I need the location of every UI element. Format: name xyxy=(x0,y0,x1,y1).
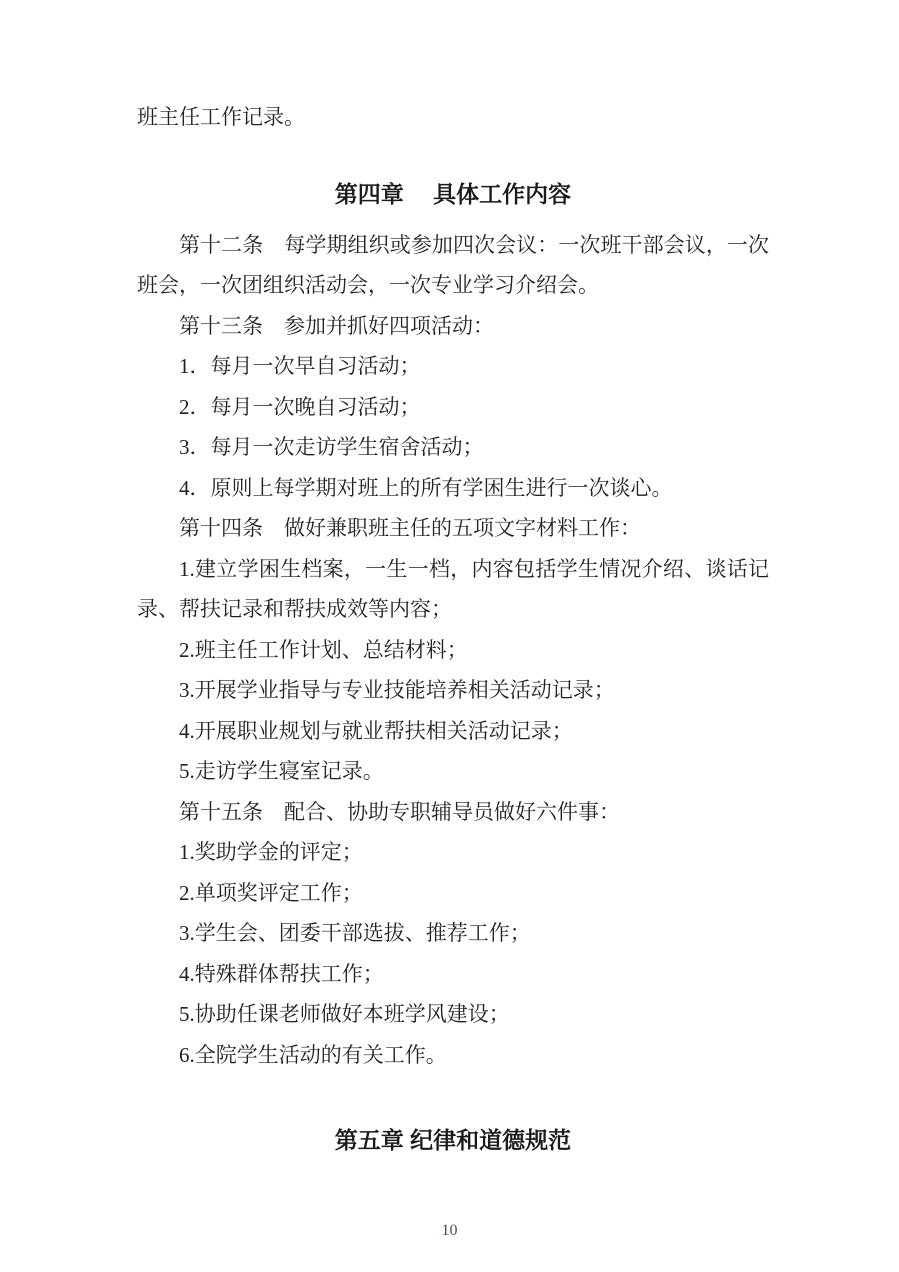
article-14-item-2: 2.班主任工作计划、总结材料； xyxy=(179,637,468,662)
article-15-item-3: 3.学生会、团委干部选拔、推荐工作； xyxy=(179,921,531,945)
article-15-paragraph: 第十五条 配合、协助专职辅导员做好六件事： xyxy=(179,799,620,824)
article-13-item-3: 3．每月一次走访学生宿舍活动； xyxy=(179,435,484,459)
article-14-item-5: 5.走访学生寝室记录。 xyxy=(179,759,384,783)
article-14-paragraph: 第十四条 做好兼职班主任的五项文字材料工作： xyxy=(179,516,641,540)
article-15-item-4: 4.特殊群体帮扶工作； xyxy=(179,961,384,986)
chapter-5-heading: 第五章 纪律和道德规范 xyxy=(334,1127,572,1153)
article-14-item-4: 4.开展职业规划与就业帮扶相关活动记录； xyxy=(179,718,573,743)
article-15-item-5: 5.协助任课老师做好本班学风建设； xyxy=(179,1002,510,1026)
page-number: 10 xyxy=(441,1222,458,1239)
chapter-4-heading: 第四章 具体工作内容 xyxy=(334,180,572,207)
article-15-item-1: 1.奖助学金的评定； xyxy=(179,840,363,864)
article-13-item-4: 4．原则上每学期对班上的所有学困生进行一次谈心。 xyxy=(179,475,673,500)
article-15-item-6: 6.全院学生活动的有关工作。 xyxy=(179,1042,447,1067)
article-14-item-1: 1.建立学困生档案，一生一档，内容包括学生情况介绍、谈话记录、帮扶记录和帮扶成效等内容； xyxy=(137,556,769,621)
article-13-paragraph: 第十三条 参加并抓好四项活动： xyxy=(179,313,494,338)
article-15-item-2: 2.单项奖评定工作； xyxy=(179,880,363,905)
article-13-item-2: 2．每月一次晚自习活动； xyxy=(179,394,421,419)
article-12-paragraph: 第十二条 每学期组织或参加四次会议：一次班干部会议，一次班会，一次团组织活动会，一次专业学习介绍会。 xyxy=(137,232,769,297)
article-13-item-1: 1．每月一次早自习活动； xyxy=(179,354,421,378)
article-14-item-3: 3.开展学业指导与专业技能培养相关活动记录； xyxy=(179,678,615,702)
continuation-text: 班主任工作记录。 xyxy=(137,105,305,129)
